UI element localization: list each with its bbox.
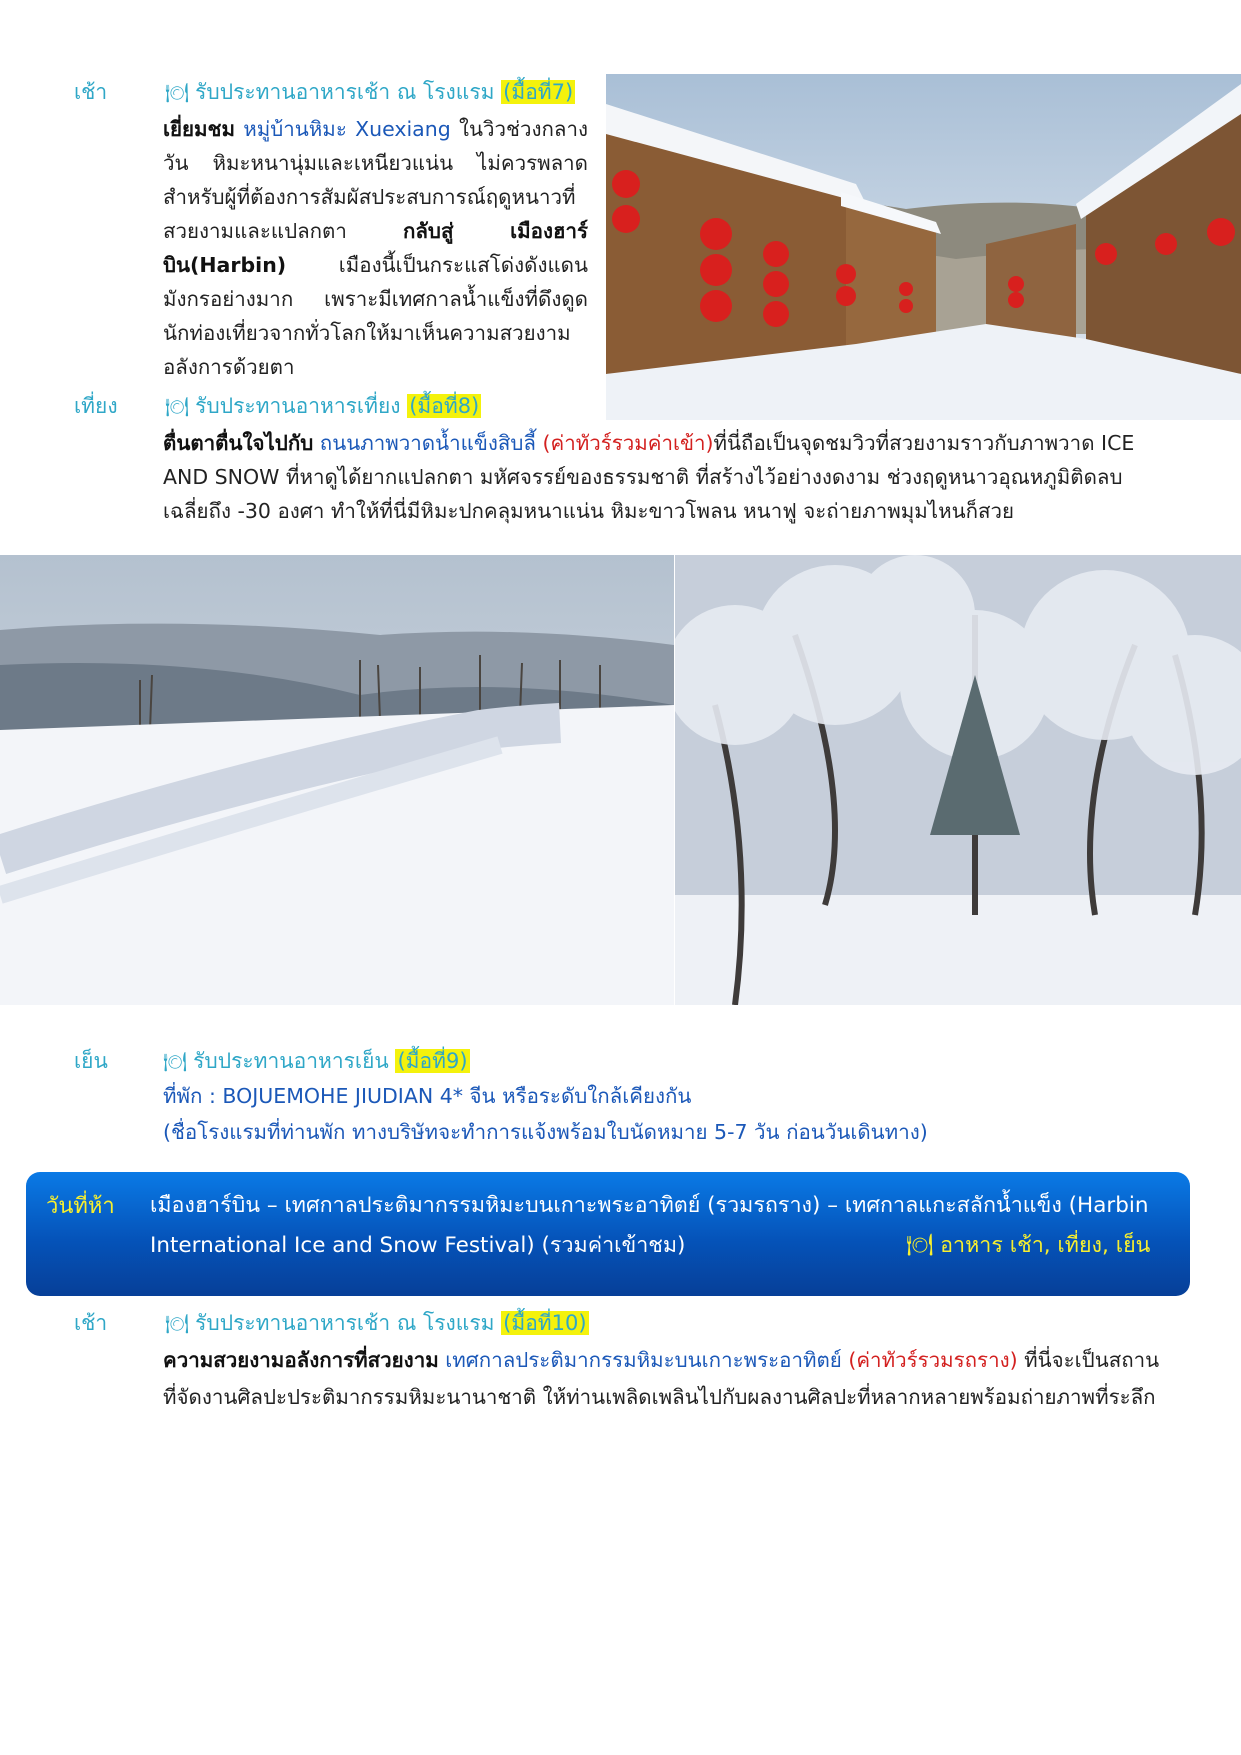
plate-icon: 🍽	[165, 1313, 190, 1335]
plate-icon: 🍽	[163, 1051, 188, 1073]
time-label-evening: เย็น	[74, 1049, 108, 1073]
excited-label: ตื่นตาตื่นใจไปกับ	[163, 431, 314, 455]
day-label: วันที่ห้า	[46, 1194, 115, 1219]
time-label-noon: เที่ยง	[74, 394, 118, 418]
snowy-forest-photo	[675, 555, 1241, 1005]
sun-island-paragraph	[163, 1342, 1168, 1416]
snow-village-link: หมู่บ้านหิมะ Xuexiang	[243, 117, 451, 141]
ice-painting-road-paragraph	[163, 426, 1168, 528]
plate-icon: 🍽	[906, 1233, 934, 1258]
breakfast-line	[165, 76, 575, 109]
harbin-text: เมืองนี้เป็นกระแสโด่งดังแดนมังกรอย่างมาก เพราะมีเทศกาลน้ำแข็งที่ดึงดูดนักท่องเที่ยวจากทั่วโลกให้มาเห็นความสวยงามอลังการด้วยตา	[163, 253, 588, 379]
meal-text: รับประทานอาหารเที่ยง	[195, 394, 401, 418]
plate-icon: 🍽	[165, 82, 190, 104]
visit-label: เยี่ยมชม	[163, 117, 235, 141]
day-route: เมืองฮาร์บิน – เทศกาลประติมากรรมหิมะบนเกาะพระอาทิตย์ (รวมรถราง) – เทศกาลแกะสลักน้ำแข็ง (Harbin International Ice and Snow Festival) (รวมค่าเข้าชม)	[150, 1193, 1149, 1258]
plate-icon: 🍽	[165, 396, 190, 418]
day-banner	[26, 1172, 1190, 1296]
sun-island-text: ที่นี่จะเป็นสถานที่จัดงานศิลปะประติมากรรมหิมะนานาชาติ ให้ท่านเพลิดเพลินไปกับผลงานศิลปะที่หลากหลายพร้อมถ่ายภาพที่ระลึก	[163, 1348, 1160, 1409]
price-note: (ค่าทัวร์รวมค่าเข้า)	[542, 431, 714, 455]
meal-number-badge: (มื้อที่10)	[503, 1311, 587, 1335]
ice-road-link: ถนนภาพวาดน้ำแข็งสิบลี้	[319, 431, 536, 455]
snowy-road-photo	[0, 555, 674, 1005]
snow-village-paragraph	[163, 112, 588, 384]
beauty-label: ความสวยงามอลังการที่สวยงาม	[163, 1348, 439, 1372]
meal-text: รับประทานอาหารเช้า ณ โรงแรม	[195, 1311, 495, 1335]
meal-number-badge: (มื้อที่9)	[397, 1049, 468, 1073]
meal-number-badge: (มื้อที่7)	[503, 80, 574, 104]
day-meals-text: อาหาร เช้า, เที่ยง, เย็น	[940, 1233, 1151, 1258]
time-label-morning-day5: เช้า	[74, 1311, 108, 1335]
day-meals	[906, 1228, 1150, 1262]
meal-number-badge: (มื้อที่8)	[409, 394, 480, 418]
time-label-morning: เช้า	[74, 80, 108, 104]
price-note: (ค่าทัวร์รวมรถราง)	[848, 1348, 1018, 1372]
dinner-line	[163, 1045, 470, 1078]
ice-road-text: ที่นี่ถือเป็นจุดชมวิวที่สวยงามราวกับภาพวาด ICE AND SNOW ที่หาดูได้ยากแปลกตา มหัศจรรย์ของธรรมชาติ ที่สร้างไว้อย่างงดงาม ช่วงฤดูหนาวอุณหภูมิติดลบเฉลี่ยถึง -30 องศา ทำให้ที่นี่มีหิมะปกคลุมหนาแน่น หิมะขาวโพลน หนาฟู จะถ่ายภาพมุมไหนก็สวย	[163, 431, 1135, 523]
hotel-note: (ชื่อโรงแรมที่ท่านพัก ทางบริษัทจะทำการแจ้งพร้อมใบนัดหมาย 5-7 วัน ก่อนวันเดินทาง)	[163, 1120, 928, 1144]
sun-island-link: เทศกาลประติมากรรมหิมะบนเกาะพระอาทิตย์	[445, 1348, 842, 1372]
return-harbin-label: กลับสู่ เมืองฮาร์บิน(Harbin)	[163, 219, 588, 277]
meal-text: รับประทานอาหารเช้า ณ โรงแรม	[195, 80, 495, 104]
snow-village-photo	[606, 74, 1241, 420]
hotel-line: ที่พัก : BOJUEMOHE JIUDIAN 4* จีน หรือระดับใกล้เคียงกัน	[163, 1084, 692, 1108]
lunch-line	[165, 390, 481, 423]
breakfast-line-day5	[165, 1307, 589, 1340]
snow-village-text: ในวิวช่วงกลางวัน หิมะหนานุ่มและเหนียวแน่น ไม่ควรพลาดสำหรับผู้ที่ต้องการสัมผัสประสบการณ์ฤดูหนาวที่สวยงามและแปลกตา	[163, 117, 588, 243]
meal-text: รับประทานอาหารเย็น	[193, 1049, 389, 1073]
